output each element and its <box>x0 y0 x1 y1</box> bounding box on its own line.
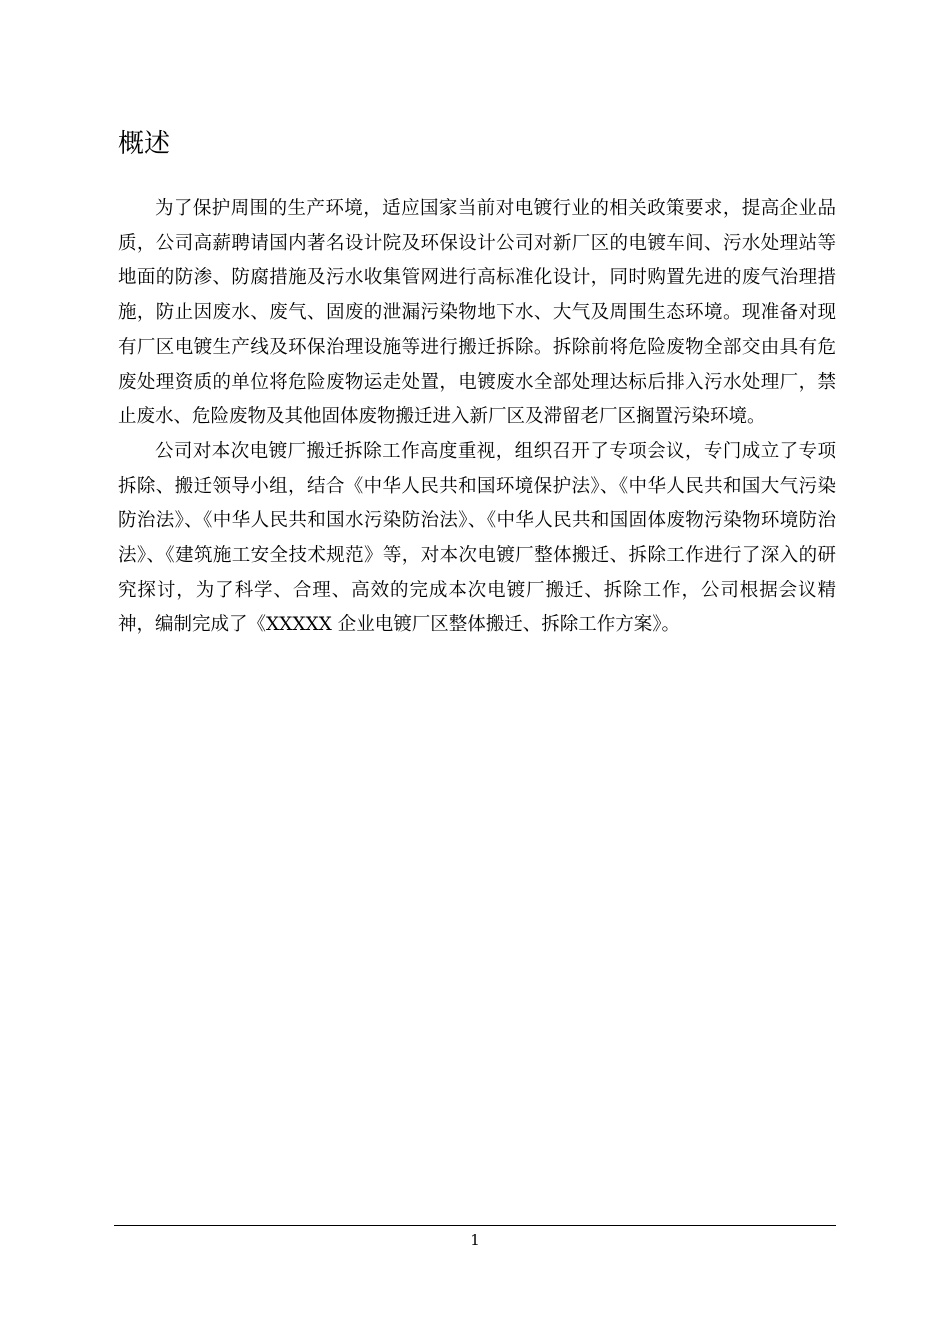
section-heading: 概述 <box>118 129 171 159</box>
body-text <box>118 192 836 643</box>
paragraph-2: 公司对本次电镀厂搬迁拆除工作高度重视，组织召开了专项会议，专门成立了专项拆除、搬迁领导小组，结合《中华人民共和国环境保护法》、《中华人民共和国大气污染防治法》、《中华人民共和国水污染防治法》、《中华人民共和国固体废物污染物环境防治法》、《建筑施工安全技术规范》等，对本次电镀厂整体搬迁、拆除工作进行了深入的研究探讨，为了科学、合理、高效的完成本次电镀厂搬迁、拆除工作，公司根据会议精神，编制完成了《XXXXX 企业电镀厂区整体搬迁、拆除工作方案》。 <box>118 440 836 636</box>
page-number: 1 <box>470 1231 480 1249</box>
footer-divider <box>114 1225 836 1226</box>
paragraph-1: 为了保护周围的生产环境，适应国家当前对电镀行业的相关政策要求，提高企业品质，公司高薪聘请国内著名设计院及环保设计公司对新厂区的电镀车间、污水处理站等地面的防渗、防腐措施及污水收集管网进行高标准化设计，同时购置先进的废气治理措施，防止因废水、废气、固废的泄漏污染物地下水、大气及周围生态环境。现准备对现有厂区电镀生产线及环保治理设施等进行搬迁拆除。拆除前将危险废物全部交由具有危废处理资质的单位将危险废物运走处置，电镀废水全部处理达标后排入污水处理厂，禁止废水、危险废物及其他固体废物搬迁进入新厂区及滞留老厂区搁置污染环境。 <box>118 198 836 428</box>
